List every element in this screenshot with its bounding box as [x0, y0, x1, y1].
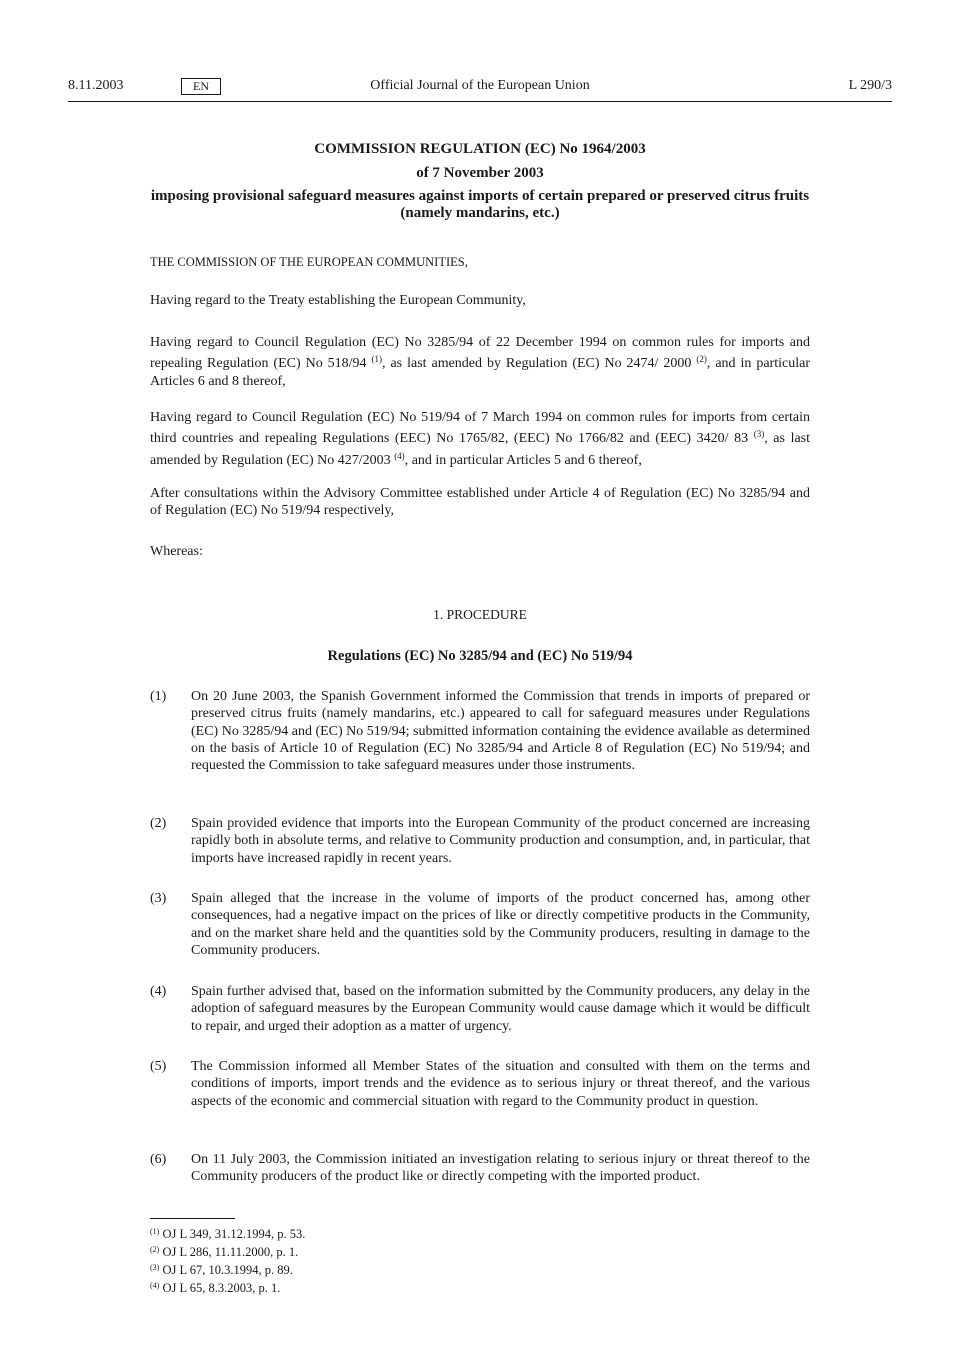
preamble-regulation-519: Having regard to Council Regulation (EC) No 519/94 of 7 March 1994 on common rules for imports from certain third countries and repealing Regulations (EEC) No 1765/82, (EEC) No 1766/82 and (EEC) 3420/ 83 $^{(3)}$, as last amended by Regulation (EC) No 427/2003 $^{(4)}$, and in particular Articles 5 and 6 thereof,	[150, 410, 811, 468]
footnote: $^{(3)}$ OJ L 67, 10.3.1994, p. 89.	[150, 1263, 293, 1277]
journal-title: Official Journal of the European Union	[370, 78, 590, 93]
footnote: $^{(1)}$ OJ L 349, 31.12.1994, p. 53.	[150, 1227, 306, 1241]
preamble-intro: THE COMMISSION OF THE EUROPEAN COMMUNITIES,	[150, 255, 468, 269]
footnote-ref: (4)	[394, 450, 405, 461]
footnote-ref: (1)	[371, 354, 383, 365]
recital-text: The Commission informed all Member States of the situation and consulted with them on the terms and conditions of imports, import trends and the evidence as to serious injury or threat thereof, and the various aspects of the economic and commercial situation with regard to the Community product in question.	[191, 1059, 810, 1109]
footnotes	[150, 1224, 550, 1296]
regulation-date: of 7 November 2003	[416, 165, 544, 181]
section-heading: 1. PROCEDURE	[433, 607, 527, 622]
regulation-title: COMMISSION REGULATION (EC) No 1964/2003	[314, 141, 646, 157]
footnote-ref: (3)	[753, 429, 765, 440]
footnote: $^{(2)}$ OJ L 286, 11.11.2000, p. 1.	[150, 1245, 299, 1259]
recital-text: Spain provided evidence that imports into the European Community of the product concerned are increasing rapidly both in absolute terms, and relative to Community production and consumption, and, in particular, that imports have increased rapidly in recent years.	[191, 816, 810, 866]
section-subheading: Regulations (EC) No 3285/94 and (EC) No 519/94	[327, 648, 633, 664]
recital-number: (5)	[150, 1059, 167, 1074]
recital-text: On 20 June 2003, the Spanish Government informed the Commission that trends in imports of prepared or preserved citrus fruits (namely mandarins, etc.) appeared to call for safeguard measures under Regulations (EC) No 3285/94 and (EC) No 519/94; submitted information containing the evidence available as determined on the basis of Article 10 of Regulation (EC) No 3285/94 and Article 8 of Regulation (EC) No 519/94; and requested the Commission to take safeguard measures under those instruments.	[191, 689, 810, 774]
recital-number: (4)	[150, 984, 167, 999]
recital-text: Spain further advised that, based on the information submitted by the Community producers, any delay in the adoption of safeguard measures by the European Community would cause damage which it would be difficult to repair, and urged their adoption as a matter of urgency.	[191, 984, 810, 1034]
language-badge: EN	[181, 78, 221, 95]
preamble-whereas: Whereas:	[150, 544, 203, 559]
recital-number: (1)	[150, 689, 167, 704]
journal-header	[68, 78, 892, 100]
recital-number: (6)	[150, 1152, 167, 1167]
regulation-subject: imposing provisional safeguard measures against imports of certain prepared or preserved citrus fruits (namely mandarins, etc.)	[150, 188, 810, 221]
header-divider	[68, 101, 892, 102]
recital-number: (2)	[150, 816, 167, 831]
footnote-divider	[150, 1218, 235, 1219]
recital-number: (3)	[150, 891, 167, 906]
recital-text: On 11 July 2003, the Commission initiated an investigation relating to serious injury or threat thereof to the Community producers of the product like or directly competing with the imported product.	[191, 1152, 810, 1185]
preamble-treaty: Having regard to the Treaty establishing the European Community,	[150, 293, 526, 308]
preamble-consultations: After consultations within the Advisory Committee established under Article 4 of Regulation (EC) No 3285/94 and of Regulation (EC) No 519/94 respectively,	[150, 486, 810, 519]
preamble-regulation-3285: Having regard to Council Regulation (EC) No 3285/94 of 22 December 1994 on common rules for imports and repealing Regulation (EC) No 518/94 $^{(1)}$, as last amended by Regulation (EC) No 2474/ 2000 $^{(2)}$, and in particular Articles 6 and 8 thereof,	[150, 335, 810, 389]
recital-text: Spain alleged that the increase in the volume of imports of the product concerned has, among other consequences, had a negative impact on the prices of like or directly competitive products in the Community, and on the market share held and the quantities sold by the Community producers, resulting in damage to the Community producers.	[191, 891, 810, 958]
page-reference: L 290/3	[848, 78, 892, 93]
footnote: $^{(4)}$ OJ L 65, 8.3.2003, p. 1.	[150, 1281, 281, 1295]
publication-date: 8.11.2003	[68, 78, 124, 93]
footnote-ref: (2)	[696, 354, 707, 365]
